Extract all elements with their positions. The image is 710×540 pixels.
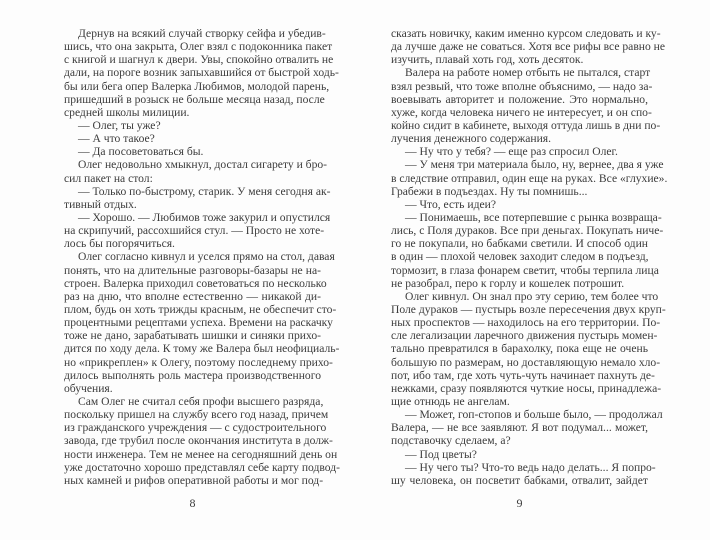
page-text: [391, 27, 668, 487]
text-line: — Только по-быстрому, старик. У меня сегодня ак-: [78, 184, 331, 198]
text-line: тоже не дано, зарабатывать шишки и синяки прихо-: [64, 329, 321, 343]
page-text: [64, 27, 341, 487]
text-line: Олег кивнул. Он знал про эту серию, тем более что: [405, 289, 659, 303]
text-line: из гражданского учреждения — с судостроительного: [64, 421, 327, 435]
text-line: го не покупали, но бабками светили. И способ один: [391, 237, 648, 251]
text-line: на скрипучий, рассохшийся стул. — Просто не хоте-: [64, 224, 325, 238]
text-line: Сам Олег не считал себя профи высшего разряда,: [78, 394, 324, 408]
text-line: ных проспектов — находилось на его территории. По-: [391, 316, 661, 330]
text-line: сле легализации ларечного движения пустырь момен-: [391, 329, 658, 343]
text-line: — Да посоветоваться бы.: [78, 145, 204, 159]
text-line: нежками, сразу появляются чуткие носы, принадлежа-: [391, 381, 662, 395]
text-line: койно сидит в кабинете, выходя оттуда лишь в дни по-: [391, 118, 661, 132]
text-line: Олег недовольно хмыкнул, достал сигарету и бро-: [78, 158, 328, 172]
text-line: — А что такое?: [78, 132, 155, 146]
text-line: большую по размерам, но доставляющую немало хло-: [391, 355, 661, 369]
text-line: Грабежи в подъездах. Ну ты помнишь...: [391, 184, 588, 198]
text-line: — У меня три материала было, ну, вернее, два я уже: [405, 158, 664, 172]
text-line: раз на дню, что вполне естественно — никакой ди-: [64, 289, 321, 303]
text-line: — Что, есть идеи?: [405, 197, 496, 211]
text-line: — Может, гоп-стопов и больше было, — продолжал: [405, 408, 663, 422]
text-line: да лучше даже не соваться. Хотя все рифы все равно не: [391, 40, 666, 54]
text-line: Дернув на всякий случай створку сейфа и убедив-: [78, 27, 326, 40]
text-line: в следствие отправил, один еще на руках. Все «глухие».: [391, 171, 668, 185]
text-line: — Ну чего ты? Что-то ведь надо делать... Я попро-: [405, 460, 656, 474]
text-line: дали, на пороге возник запыхавшийся от быстрой ходь-: [64, 66, 339, 80]
text-line: воевывать авторитет и положение. Это нормально,: [391, 92, 648, 106]
text-line: Олег согласно кивнул и уселся прямо на стол, давая: [78, 250, 335, 264]
text-line: не разобрал, перо к горлу и кошелек потрошит.: [391, 276, 625, 290]
text-line: ных камней и рифов оперативной работы и мог под-: [64, 473, 324, 487]
text-line: хуже, когда человека ничего не интересует, и он спо-: [391, 105, 652, 119]
text-line: понять, что на длительные разговоры-базары не на-: [64, 263, 321, 277]
text-line: процентными рецептами успеха. Времени на раскачку: [64, 316, 333, 330]
text-line: тивный отдых.: [64, 197, 137, 211]
text-line: плом, будь он хоть трижды красным, не обеспечит сто-: [64, 302, 337, 316]
text-line: поскольку пришел на службу всего год назад, причем: [64, 408, 329, 422]
text-line: тально превратился в барахолку, пока еще не очень: [391, 342, 648, 356]
text-line: изучить, плавай хоть год, хоть десяток.: [391, 53, 584, 67]
text-line: средней школы милиции.: [64, 105, 190, 119]
text-line: ности инженера. Тем не менее на сегодняшний день он: [64, 447, 338, 461]
text-line: уже достаточно хорошо представлял себе карту подвод-: [64, 460, 341, 474]
text-line: лучения денежного содержания.: [391, 132, 552, 146]
page-number: 9: [516, 496, 523, 510]
text-line: — Хорошо. — Любимов тоже закурил и опустился: [78, 210, 331, 224]
text-line: — Под цветы?: [405, 447, 477, 461]
text-line: с книгой и шагнул к двери. Увы, спокойно отвалить не: [64, 53, 334, 67]
text-line: щие отнюдь не ангелам.: [391, 394, 510, 408]
text-line: — Понимаешь, все потерпевшие с рынка возвраща-: [405, 210, 662, 224]
text-line: пот, ибо там, где хоть чуть-чуть начинает пахнуть де-: [391, 368, 655, 382]
text-line: пришедший в розыск не больше месяца назад, после: [64, 92, 325, 106]
text-line: тормозит, в глаза фонарем светит, чтобы терпила лица: [391, 263, 659, 277]
text-line: завода, где трубил после окончания института в долж-: [64, 434, 333, 448]
text-line: но «прикреплен» к Олегу, поэтому последнему прихо-: [64, 355, 333, 369]
page-number: 8: [189, 496, 196, 510]
text-line: сил пакет на стол:: [64, 171, 153, 185]
text-line: сказать новичку, каким именно курсом следовать и ку-: [391, 27, 661, 40]
text-line: лось бы погорячиться.: [64, 237, 175, 251]
text-line: в один — плохой человек заходит следом в подъезд,: [391, 250, 649, 264]
text-line: Валера на работе номер отбыть не пытался, старт: [405, 66, 651, 80]
text-line: — Ну что у тебя? — еще раз спросил Олег.: [405, 145, 618, 159]
text-line: бы или бега опер Валерка Любимов, молодой парень,: [64, 79, 330, 93]
text-line: лись, с Поля дураков. Все при деньгах. Покупать ниче-: [391, 224, 664, 238]
text-line: дилось выполнять роль мастера производственного: [64, 368, 321, 382]
text-line: — Олег, ты уже?: [78, 118, 161, 132]
text-line: шу человека, он посветит бабками, отвалит, зайдет: [391, 473, 648, 487]
right-page: [355, 0, 710, 540]
text-line: строен. Валерка приходил советоваться по несколько: [64, 276, 327, 290]
text-line: дится по ходу дела. К тому же Валера был неофициаль-: [64, 342, 340, 356]
text-line: Поле дураков — пустырь возле пересечения двух круп-: [391, 302, 666, 316]
text-line: подставочку сделаем, а?: [391, 434, 511, 448]
text-line: обучения.: [64, 381, 113, 395]
text-line: шись, что она закрыта, Олег взял с подоконника пакет: [64, 40, 333, 54]
text-line: Валера, — не все заявляют. Я вот подумал... может,: [391, 421, 648, 435]
text-line: взял резвый, что тоже вполне объяснимо, — надо за-: [391, 79, 653, 93]
